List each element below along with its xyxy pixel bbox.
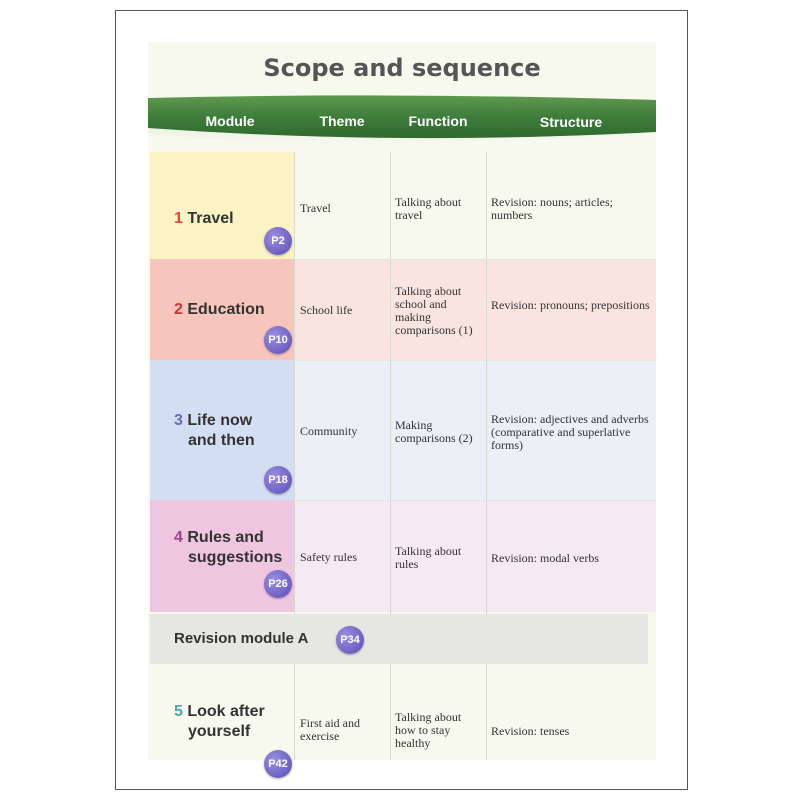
structure-cell: Revision: tenses	[491, 724, 570, 738]
theme-cell: Travel	[300, 201, 331, 215]
module-cell-5	[150, 664, 294, 770]
column-divider	[390, 664, 391, 760]
book-page	[148, 42, 656, 770]
column-divider	[486, 152, 487, 614]
module-cell-2	[150, 259, 294, 360]
function-cell: Talking about school and making comparisons (1)	[395, 284, 473, 337]
structure-cell: Revision: nouns; articles; numbers	[491, 195, 613, 222]
theme-cell: Community	[300, 424, 358, 438]
module-title-3	[174, 411, 255, 451]
row-divider	[294, 360, 656, 361]
revision-module-label: Revision module A	[174, 630, 309, 647]
function-cell: Making comparisons (2)	[395, 418, 473, 445]
module-cell-3	[150, 360, 294, 500]
module-name: Rules and	[187, 529, 264, 546]
theme-cell: First aid and exercise	[300, 716, 360, 743]
module-name: Education	[187, 301, 265, 318]
page-badge: P34	[336, 626, 364, 654]
module-name-line2: and then	[188, 432, 255, 449]
module-cell-1	[150, 152, 294, 259]
module-number: 3	[174, 412, 183, 429]
theme-cell: School life	[300, 303, 353, 317]
column-header-module: Module	[205, 113, 255, 129]
module-number: 4	[174, 529, 183, 546]
function-cell: Talking about rules	[395, 544, 462, 571]
row-divider	[294, 259, 656, 260]
module-title-4	[174, 528, 282, 568]
row-divider	[294, 500, 656, 501]
module-name-line2: suggestions	[188, 549, 283, 566]
structure-cell: Revision: adjectives and adverbs (comparative and superlative forms)	[491, 412, 649, 452]
module-number: 5	[174, 703, 183, 720]
module-name: Look after	[187, 703, 265, 720]
page-badge: P2	[264, 227, 292, 255]
module-number: 1	[174, 210, 183, 227]
page-badge: P10	[264, 326, 292, 354]
module-cell-4	[150, 500, 294, 612]
column-divider	[486, 664, 487, 760]
structure-cell: Revision: modal verbs	[491, 551, 599, 565]
revision-module-bar	[150, 614, 648, 664]
module-title-2	[174, 300, 265, 320]
column-divider	[294, 664, 295, 760]
module-name: Travel	[187, 210, 234, 227]
column-header-structure: Structure	[539, 114, 603, 130]
page-badge: P42	[264, 750, 292, 778]
module-title-5	[174, 702, 265, 742]
theme-cell: Safety rules	[300, 550, 357, 564]
module-number: 2	[174, 301, 183, 318]
function-cell: Talking about how to stay healthy	[395, 710, 462, 750]
column-header-function: Function	[408, 113, 468, 129]
column-divider	[390, 152, 391, 614]
module-name-line2: yourself	[188, 723, 251, 740]
column-header-theme: Theme	[319, 113, 365, 129]
page-badge: P26	[264, 570, 292, 598]
page-title: Scope and sequence	[263, 54, 541, 82]
column-divider	[294, 152, 295, 614]
page-badge: P18	[264, 466, 292, 494]
module-name: Life now	[187, 412, 253, 429]
structure-cell: Revision: pronouns; prepositions	[491, 298, 650, 312]
function-cell: Talking about travel	[395, 195, 462, 222]
module-title-1	[174, 209, 234, 229]
